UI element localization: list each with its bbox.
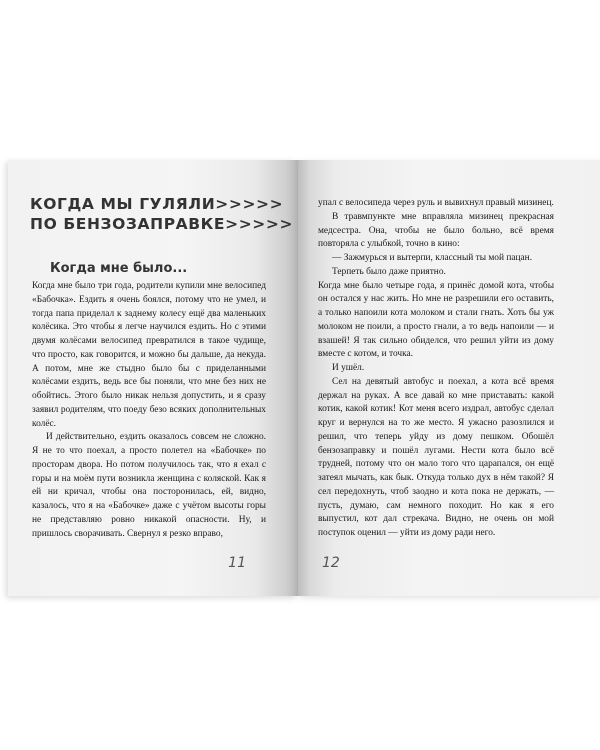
paragraph: Когда мне было четыре года, я принёс домой кота, чтобы он остался у нас жить. Но мне не разрешили его оставить, а только напоили кота молоком и стали гнать. Хоть бы уж молоком не поили, а просто гнали, а то ведь напоили — и взашей! Я так сильно обиделся, что решил уйти из дому вместе с котом, и точка. <box>318 280 554 360</box>
right-page-body <box>318 197 554 541</box>
book-spread <box>8 160 600 596</box>
left-page <box>8 160 298 596</box>
paragraph: В травмпункте мне вправляла мизинец прекрасная медсестра. Она, чтобы не было больно, всё время повторяла с улыбкой, точно в кино: <box>318 211 554 250</box>
section-subtitle: Когда мне было... <box>50 261 188 276</box>
paragraph: упал с велосипеда через руль и вывихнул правый мизинец. <box>318 198 554 208</box>
paragraph: И ушёл. <box>332 363 365 373</box>
page-number: 11 <box>228 555 246 571</box>
page-number: 12 <box>322 555 340 571</box>
left-page-body <box>32 280 266 541</box>
paragraph: — Зажмурься и вытерпи, классный ты мой пацан. <box>332 253 533 263</box>
right-page <box>298 160 600 596</box>
paragraph: Сел на девятый автобус и поехал, а кота всё время держал на руках. А все давай ко мне приставать: какой котик, какой котик! Кот меня всего издрал, автобус сделал круг и вернулся на то же место. Я ужасно разозлился и решил, что теперь уйду из дому пешком. Обошёл бензозаправку и пошёл лугами. Нести кота было всё трудней, потому что он мало того что царапался, он ещё затеял мычать, как бык. Откуда только дух в нём такой? Я сел передохнуть, чтоб заодно и кота пока не держать, — пусть, думаю, сам немного походит. Но как я его выпустил, кот дал стрекача. Видно, не очень он мой поступок оценил — уйти из дому ради него. <box>318 376 554 538</box>
chapter-title-line: ПО БЕНЗОЗАПРАВКЕ>>>>> <box>30 215 294 233</box>
paragraph: Когда мне было три года, родители купили мне велосипед «Бабочка». Ездить я очень боялся, потому что не умел, и тогда папа приделал к заднему колесу ещё два маленьких колёсика. Это чтобы я легче научился ездить. Но с этими двумя колёсами велосипед превратился в такое чудище, что просто, как говорится, и можно бы дальше, да некуда. А потом, мне же стыдно было бы с приделанными колёсами ездить, ведь все бы поняли, что мне без них не обойтись. Этого было никак нельзя допустить, и я сразу заявил родителям, что поеду безо всяких дополнительных колёс. <box>32 281 266 429</box>
paragraph: И действительно, ездить оказалось совсем не сложно. Я не то что поехал, а просто полетел на «Бабочке» по просторам двора. Но потом получилось так, что я ехал с горы и на моём пути возникла женщина с коляской. Как я ей ни кричал, чтобы она посторонилась, ей, видно, казалось, что я на «Бабочке» даже с учётом высоты горы не представляю ровно никакой опасности. Ну, и пришлось сворачивать. Свернул я резко вправо, <box>32 432 266 539</box>
paragraph: Терпеть было даже приятно. <box>332 266 446 277</box>
chapter-title <box>30 194 293 234</box>
chapter-title-line: КОГДА МЫ ГУЛЯЛИ>>>>> <box>30 195 284 213</box>
